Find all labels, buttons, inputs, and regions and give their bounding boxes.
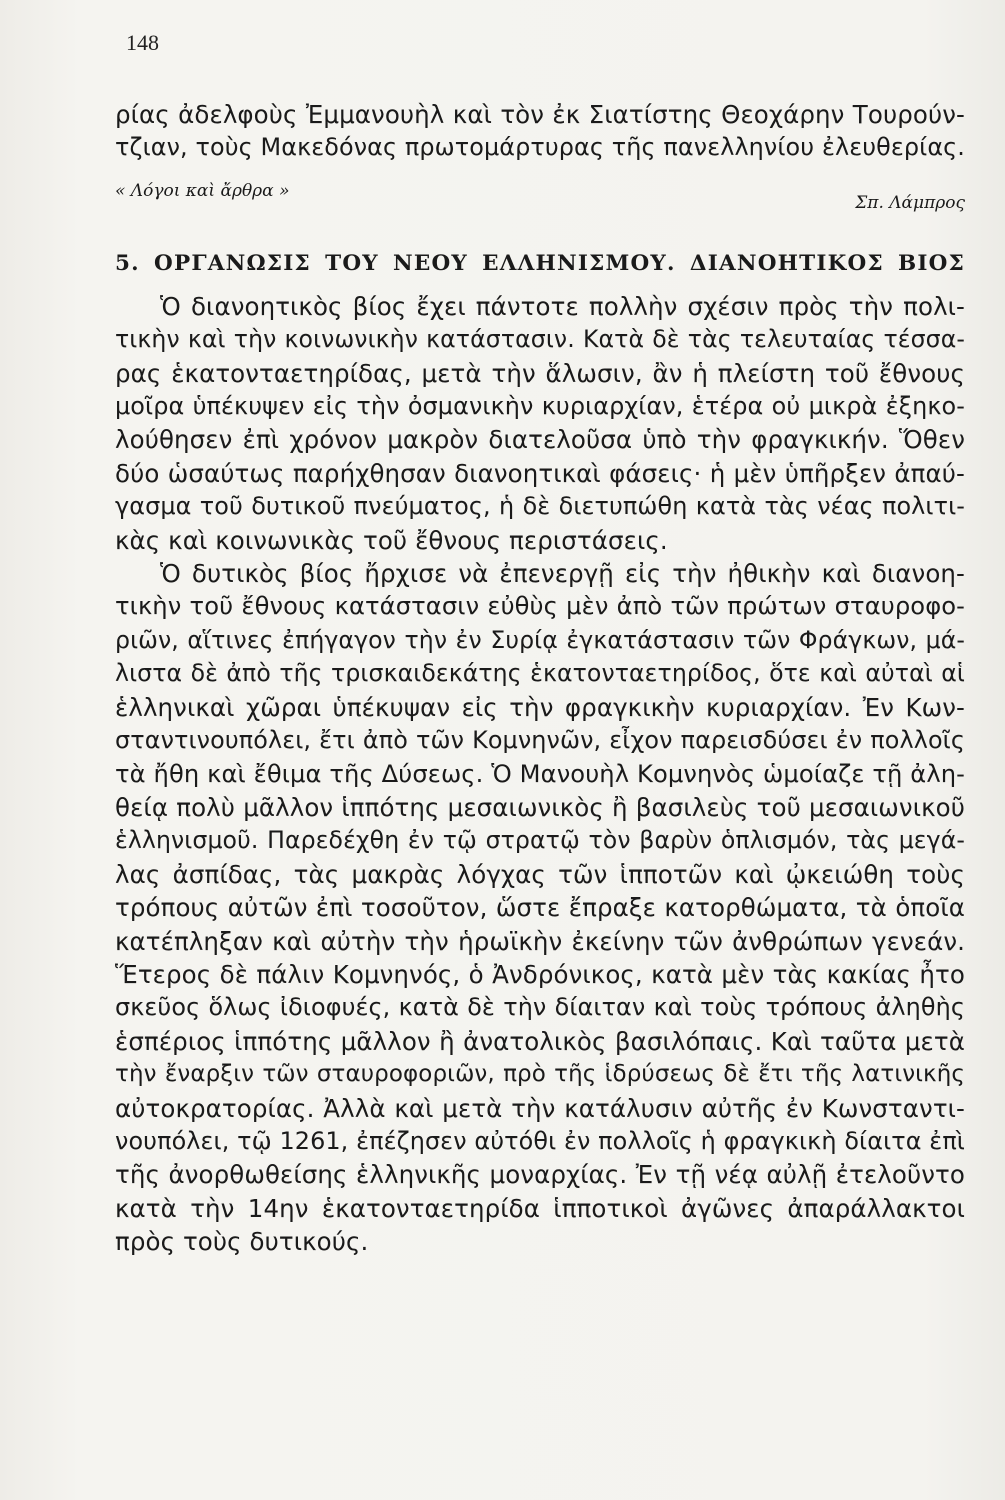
- paragraph-1: [115, 290, 965, 557]
- section-heading: 5. ΟΡΓΑΝΩΣΙΣ ΤΟΥ ΝΕΟΥ ΕΛΛΗΝΙΣΜΟΥ. ΔΙΑΝΟΗΤΙΚΟΣ ΒΙΟΣ: [115, 250, 965, 276]
- text-line: Ὁ δυτικὸς βίος ἤρχισε νὰ ἐπενεργῇ εἰς τὴν ἠθικὴν καὶ διανοη-: [160, 559, 965, 589]
- quote-source: « Λόγοι καὶ ἄρθρα »: [115, 180, 290, 201]
- text-line: λιστα δὲ ἀπὸ τῆς τρισκαιδεκάτης ἑκατονταετηρίδος, ὅτε καὶ αὐταὶ αἱ: [115, 659, 965, 688]
- text-line: ἑλληνισμοῦ. Παρεδέχθη ἐν τῷ στρατῷ τὸν βαρὺν ὁπλισμόν, τὰς μεγά-: [115, 826, 965, 855]
- text-line: κατὰ τὴν 14ην ἑκατονταετηρίδα ἱπποτικοὶ ἀγῶνες ἀπαράλλακτοι: [115, 1193, 965, 1223]
- quote-author: Σπ. Λάμπρος: [855, 192, 965, 213]
- text-line: δύο ὡσαύτως παρήχθησαν διανοητικαὶ φάσεις· ἡ μὲν ὑπῆρξεν ἀπαύ-: [115, 458, 965, 488]
- text-line: μοῖρα ὑπέκυψεν εἰς τὴν ὀσμανικὴν κυριαρχίαν, ἑτέρα οὐ μικρὰ ἐξηκο-: [115, 392, 965, 421]
- text-line: τρόπους αὐτῶν ἐπὶ τοσοῦτον, ὥστε ἔπραξε κατορθώματα, τὰ ὁποῖα: [115, 893, 965, 923]
- text-line: Ἕτερος δὲ πάλιν Κομνηνός, ὁ Ἀνδρόνικος, κατὰ μὲν τὰς κακίας ἦτο: [115, 959, 965, 989]
- text-line: τζιαν, τοὺς Μακεδόνας πρωτομάρτυρας τῆς πανελληνίου ἐλευθερίας.: [115, 133, 965, 162]
- text-line: νουπόλει, τῷ 1261, ἐπέζησεν αὐτόθι ἐν πολλοῖς ἡ φραγκικὴ δίαιτα ἐπὶ: [115, 1126, 965, 1155]
- text-line: ριῶν, αἵτινες ἐπήγαγον τὴν ἐν Συρίᾳ ἐγκατάστασιν τῶν Φράγκων, μά-: [115, 625, 965, 654]
- text-line: κατέπληξαν καὶ αὐτὴν τὴν ἡρωϊκὴν ἐκείνην τῶν ἀνθρώπων γενεάν.: [115, 926, 965, 956]
- text-line: τὴν ἔναρξιν τῶν σταυροφοριῶν, πρὸ τῆς ἱδρύσεως δὲ ἔτι τῆς λατινικῆς: [115, 1061, 965, 1088]
- text-line: ρίας ἀδελφοὺς Ἐμμανουὴλ καὶ τὸν ἐκ Σιατίστης Θεοχάρην Τουρούν-: [115, 100, 965, 129]
- text-line: σκεῦος ὅλως ἰδιοφυές, κατὰ δὲ τὴν δίαιταν καὶ τοὺς τρόπους ἀληθὴς: [115, 993, 965, 1022]
- page-body: [115, 98, 965, 1259]
- text-line: λας ἀσπίδας, τὰς μακρὰς λόγχας τῶν ἱπποτῶν καὶ ᾠκειώθη τοὺς: [115, 859, 965, 889]
- opening-lines: [115, 98, 965, 165]
- text-line: ρας ἑκατονταετηρίδας, μετὰ τὴν ἅλωσιν, ἂν ἡ πλείστη τοῦ ἔθνους: [115, 358, 965, 388]
- text-line: γασμα τοῦ δυτικοῦ πνεύματος, ἡ δὲ διετυπώθη κατὰ τὰς νέας πολιτι-: [115, 492, 965, 521]
- text-line: Ὁ διανοητικὸς βίος ἔχει πάντοτε πολλὴν σχέσιν πρὸς τὴν πολι-: [160, 291, 965, 321]
- text-line: τῆς ἀνορθωθείσης ἑλληνικῆς μοναρχίας. Ἐν τῇ νέᾳ αὐλῇ ἐτελοῦντο: [115, 1160, 965, 1190]
- text-line: πρὸς τοὺς δυτικούς.: [115, 1227, 369, 1257]
- page-number: 148: [126, 30, 159, 55]
- text-line: τικὴν καὶ τὴν κοινωνικὴν κατάστασιν. Κατὰ δὲ τὰς τελευταίας τέσσα-: [115, 325, 965, 354]
- text-line: τὰ ἤθη καὶ ἔθιμα τῆς Δύσεως. Ὁ Μανουὴλ Κομνηνὸς ὡμοίαζε τῇ ἀλη-: [115, 759, 965, 788]
- text-line: λούθησεν ἐπὶ χρόνον μακρὸν διατελοῦσα ὑπὸ τὴν φραγκικήν. Ὅθεν: [115, 425, 965, 455]
- text-line: αὐτοκρατορίας. Ἀλλὰ καὶ μετὰ τὴν κατάλυσιν αὐτῆς ἐν Κωνσταντι-: [115, 1093, 965, 1123]
- paragraph-2: [115, 557, 965, 1259]
- quote-attribution: [115, 177, 965, 213]
- text-line: θείᾳ πολὺ μᾶλλον ἱππότης μεσαιωνικὸς ἢ βασιλεὺς τοῦ μεσαιωνικοῦ: [115, 792, 965, 822]
- text-line: κὰς καὶ κοινωνικὰς τοῦ ἔθνους περιστάσεις.: [115, 525, 668, 555]
- text-line: σταντινουπόλει, ἔτι ἀπὸ τῶν Κομνηνῶν, εἶχον παρεισδύσει ἐν πολλοῖς: [115, 726, 965, 755]
- text-line: ἑσπέριος ἱππότης μᾶλλον ἢ ἀνατολικὸς βασιλόπαις. Καὶ ταῦτα μετὰ: [115, 1026, 965, 1056]
- text-line: ἑλληνικαὶ χῶραι ὑπέκυψαν εἰς τὴν φραγκικὴν κυριαρχίαν. Ἐν Κων-: [115, 692, 965, 722]
- text-line: τικὴν τοῦ ἔθνους κατάστασιν εὐθὺς μὲν ἀπὸ τῶν πρώτων σταυροφο-: [115, 592, 965, 621]
